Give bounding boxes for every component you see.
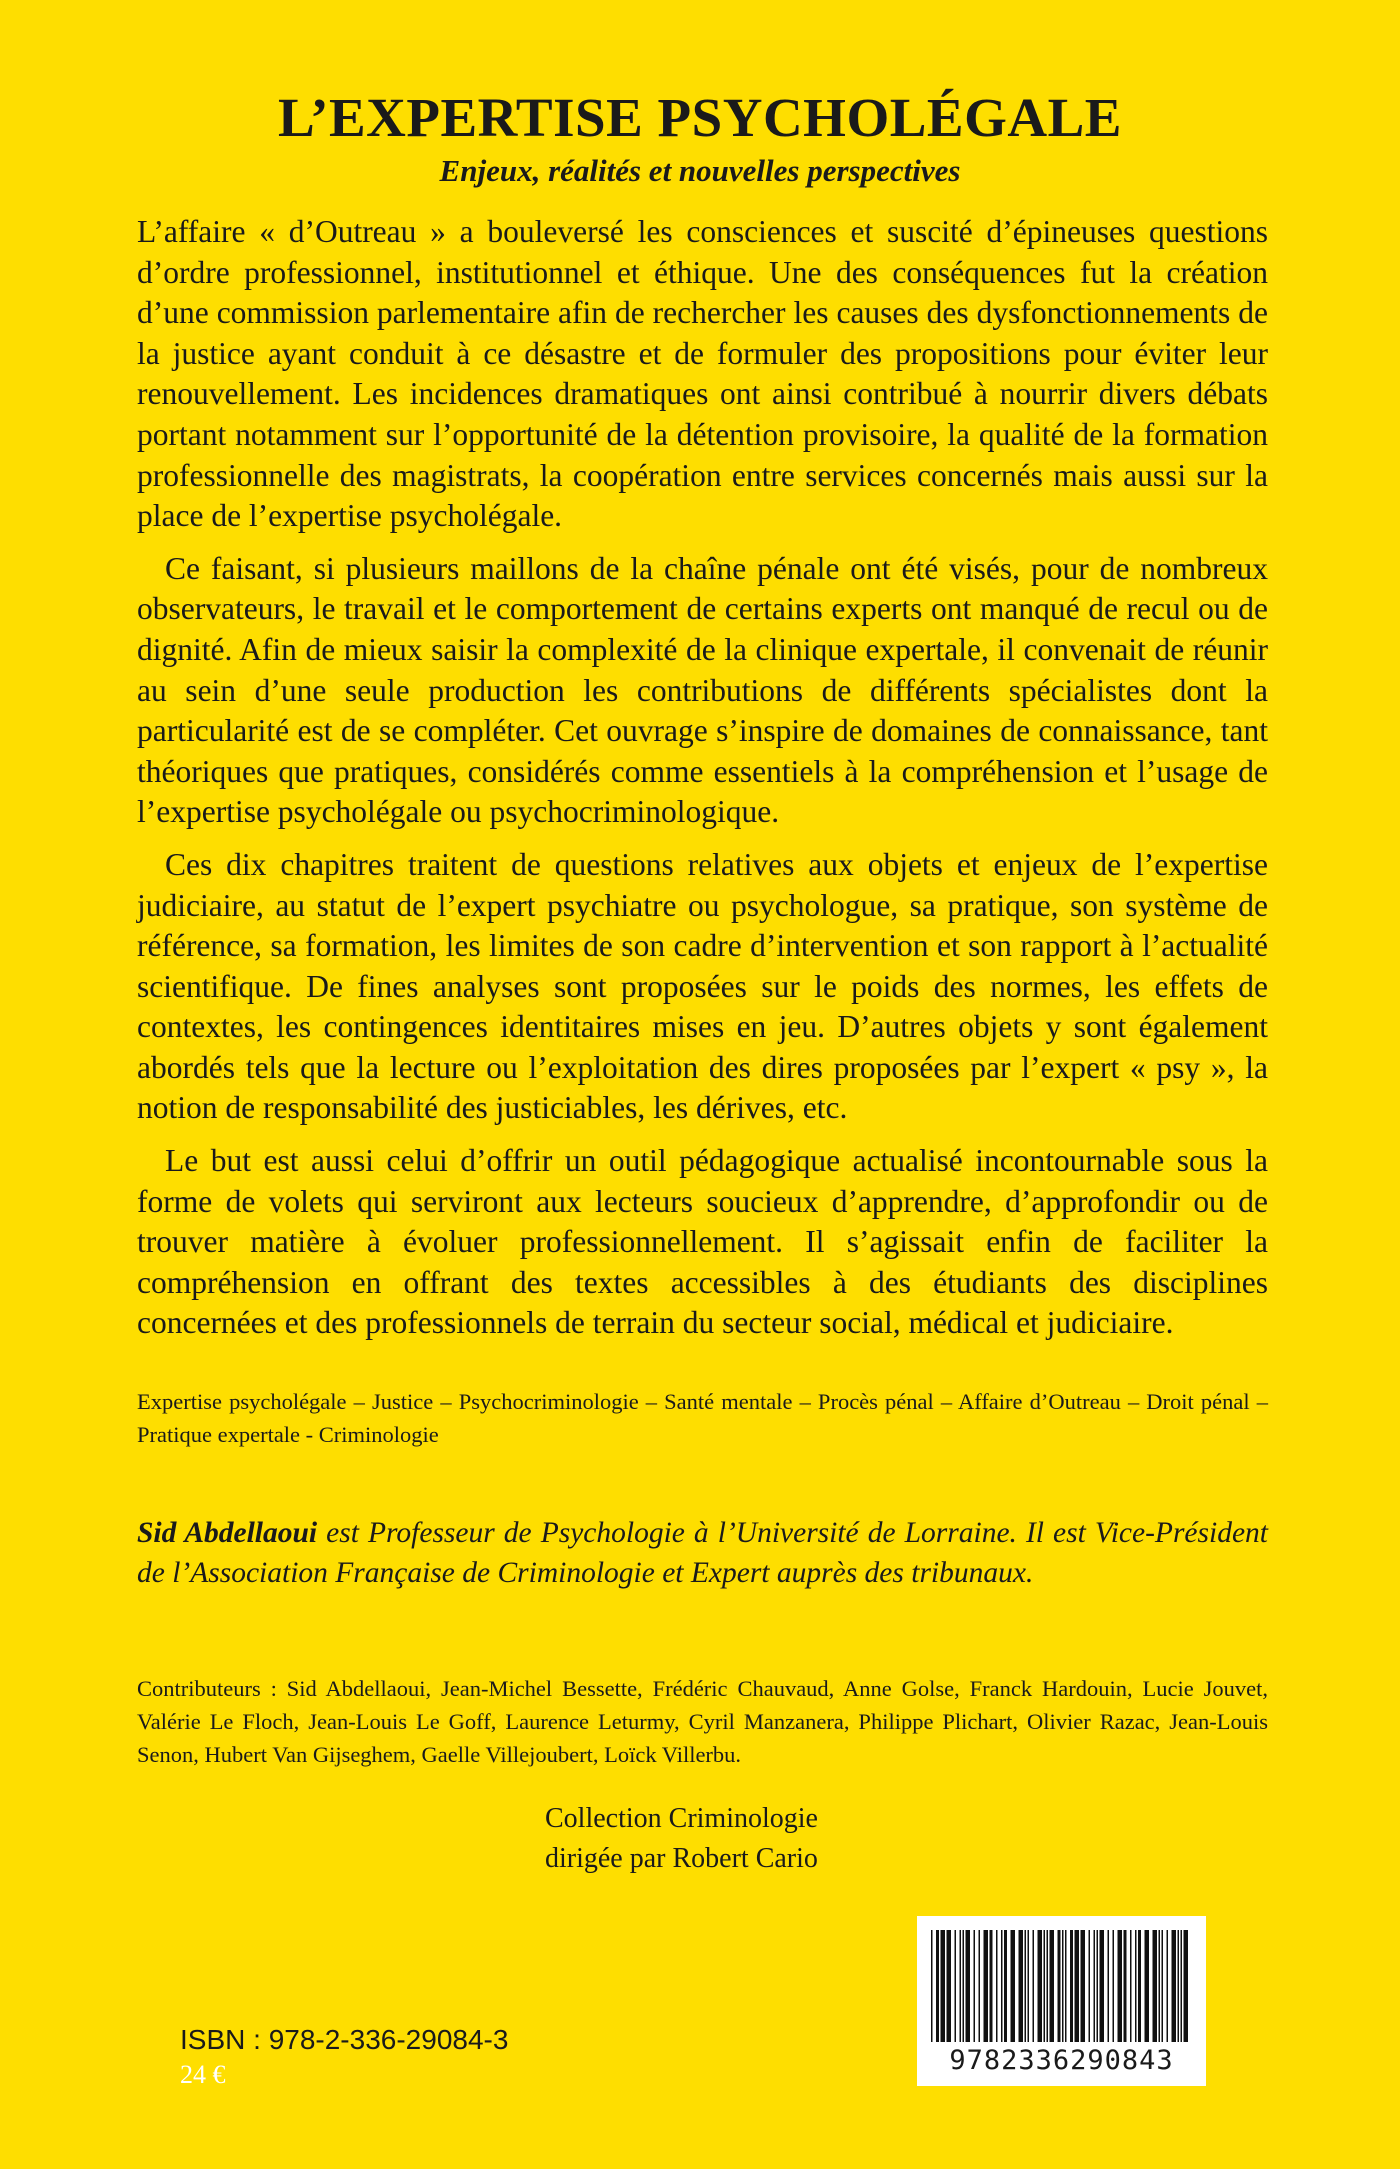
contributors-list: Contributeurs : Sid Abdellaoui, Jean-Michel Bessette, Frédéric Chauvaud, Anne Golse, Franck Hardouin, Lucie Jouvet, Valérie Le Floch, Jean-Louis Le Goff, Laurence Leturmy, Cyril Manzanera, Philippe Plichart, Olivier Razac, Jean-Louis Senon, Hubert Van Gijseghem, Gaelle Villejoubert, Loïck Villerbu. xyxy=(137,1676,1268,1767)
summary-paragraph-2: Ce faisant, si plusieurs maillons de la chaîne pénale ont été visés, pour de nombreux observateurs, le travail et le comportement de certains experts ont manqué de recul ou de dignité. Afin de mieux saisir la complexité de la clinique expertale, il convenait de réunir au sein d’une seule production les contributions de différents spécialistes dont la particularité est de se compléter. Cet ouvrage s’inspire de domaines de connaissance, tant théoriques que pratiques, considérés comme essentiels à la compréhension et l’usage de l’expertise psycholégale ou psychocriminologique. xyxy=(137,550,1268,830)
barcode-bar xyxy=(1172,1930,1177,2042)
barcode-bar xyxy=(1124,1930,1127,2042)
barcode-bar xyxy=(1062,1930,1064,2042)
barcode-bar xyxy=(1162,1930,1164,2042)
barcode-bar xyxy=(955,1930,957,2042)
barcode xyxy=(917,1916,1206,2086)
barcode-bar xyxy=(1100,1930,1105,2042)
barcode-bar xyxy=(1181,1930,1183,2042)
author-bio-text: est Professeur de Psychologie à l’Université de Lorraine. Il est Vice-Président de l’Association Française de Criminologie et Expert auprès des tribunaux. xyxy=(137,1517,1268,1589)
barcode-bar xyxy=(1001,1930,1003,2042)
barcode-bar xyxy=(1050,1930,1055,2042)
barcode-bar xyxy=(1153,1930,1158,2042)
barcode-bar xyxy=(936,1930,939,2042)
summary-paragraph-1: L’affaire « d’Outreau » a bouleversé les consciences et suscité d’épineuses questions d’ordre professionnel, institutionnel et éthique. Une des conséquences fut la création d’une commission parlementaire afin de rechercher les causes des dysfonctionnements de la justice ayant conduit à ce désastre et de formuler des propositions pour éviter leur renouvellement. Les incidences dramatiques ont ainsi contribué à nourrir divers débats portant notamment sur l’opportunité de la détention provisoire, la qualité de la formation professionnelle des magistrats, la coopération entre services concernés mais aussi sur la place de l’expertise psycholégale. xyxy=(137,214,1268,534)
barcode-bar xyxy=(1094,1930,1096,2042)
barcode-bar xyxy=(1130,1930,1132,2042)
barcode-bar xyxy=(996,1930,998,2042)
barcode-bar xyxy=(1028,1930,1030,2042)
barcode-bar xyxy=(1038,1930,1043,2042)
barcode-bar xyxy=(1044,1930,1046,2042)
barcode-bar xyxy=(1070,1930,1073,2042)
barcode-bar xyxy=(1004,1930,1007,2042)
barcode-bar xyxy=(1047,1930,1049,2042)
barcode-bar xyxy=(1025,1930,1027,2042)
barcode-bar xyxy=(990,1930,993,2042)
barcode-bar xyxy=(1081,1930,1086,2042)
barcode-bar xyxy=(1108,1930,1110,2042)
barcode-bar xyxy=(1138,1930,1141,2042)
summary-text xyxy=(137,212,1268,1356)
barcode-bar xyxy=(1058,1930,1061,2042)
barcode-bar xyxy=(1178,1930,1180,2042)
isbn: ISBN : 978-2-336-29084-3 xyxy=(180,2024,509,2055)
barcode-bar xyxy=(1011,1930,1016,2042)
barcode-bar xyxy=(1135,1930,1137,2042)
keywords: Expertise psycholégale – Justice – Psychocriminologie – Santé mentale – Procès pénal – Affaire d’Outreau – Droit pénal – Pratique expertale - Criminologie xyxy=(137,1389,1268,1447)
barcode-bars xyxy=(917,1916,1206,2046)
barcode-bar xyxy=(984,1930,989,2042)
barcode-bar xyxy=(1033,1930,1035,2042)
barcode-bar xyxy=(974,1930,976,2042)
barcode-bar xyxy=(1019,1930,1024,2042)
summary-paragraph-4: Le but est aussi celui d’offrir un outil pédagogique actualisé incontournable sous la forme de volets qui serviront aux lecteurs soucieux d’apprendre, d’approfondir ou de trouver matière à évoluer professionnellement. Il s’agissait enfin de faciliter la compréhension en offrant des textes accessibles à des étudiants des disciplines concernées et des professionnels de terrain du secteur social, médical et judiciaire. xyxy=(137,1143,1268,1341)
author-bio xyxy=(137,1513,1268,1593)
barcode-bar xyxy=(1089,1930,1091,2042)
barcode-bar xyxy=(1113,1930,1115,2042)
barcode-bar xyxy=(966,1930,971,2042)
price: 24 € xyxy=(180,2060,226,2089)
barcode-bar xyxy=(979,1930,981,2042)
barcode-bar xyxy=(947,1930,952,2042)
barcode-bar xyxy=(1159,1930,1161,2042)
book-title: L’EXPERTISE PSYCHOLÉGALE xyxy=(278,87,1122,148)
barcode-bar xyxy=(931,1930,933,2042)
barcode-bar xyxy=(963,1930,965,2042)
barcode-bar xyxy=(1097,1930,1099,2042)
barcode-bar xyxy=(1065,1930,1067,2042)
book-subtitle: Enjeux, réalités et nouvelles perspectives xyxy=(439,153,961,188)
author-name: Sid Abdellaoui xyxy=(137,1517,318,1549)
barcode-bar xyxy=(941,1930,946,2042)
barcode-bar xyxy=(1167,1930,1169,2042)
barcode-bar xyxy=(1184,1930,1189,2042)
summary-paragraph-3: Ces dix chapitres traitent de questions relatives aux objets et enjeux de l’expertise judiciaire, au statut de l’expert psychiatre ou psychologue, sa pratique, son système de référence, sa formation, les limites de son cadre d’intervention et son rapport à l’actualité scientifique. De fines analyses sont proposées sur le poids des normes, les effets de contextes, les contingences identitaires mises en jeu. D’autres objets y sont également abordés tels que la lecture ou l’exploitation des dires proposées par l’expert « psy », la notion de responsabilité des justiciables, les dérives, etc. xyxy=(137,846,1268,1126)
barcode-bar xyxy=(1118,1930,1123,2042)
collection-info xyxy=(545,1799,818,1879)
barcode-bar xyxy=(1075,1930,1080,2042)
barcode-bar xyxy=(1145,1930,1150,2042)
barcode-digits: 9782336290843 xyxy=(949,2045,1174,2076)
barcode-bar xyxy=(960,1930,962,2042)
collection-director: dirigée par Robert Cario xyxy=(545,1843,818,1874)
collection-name: Collection Criminologie xyxy=(545,1803,818,1834)
